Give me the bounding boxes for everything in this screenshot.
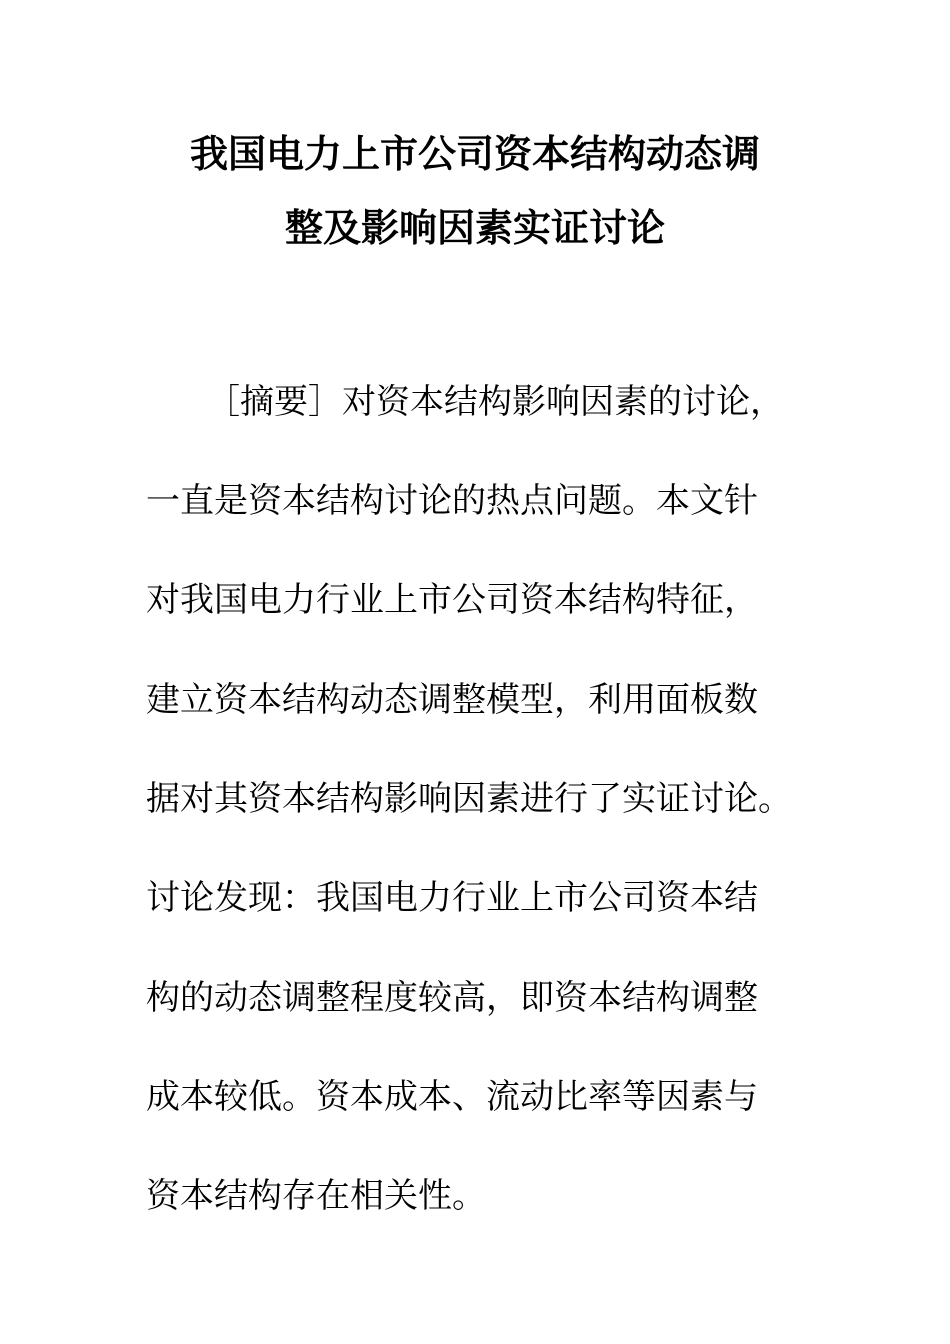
abstract-line-1: ［摘要］对资本结构影响因素的讨论， [206,382,784,422]
abstract-line-4: 建立资本结构动态调整模型，利用面板数 [146,680,758,720]
abstract-line-8: 成本较低。资本成本、流动比率等因素与 [146,1077,758,1117]
abstract-line-5: 据对其资本结构影响因素进行了实证讨论。 [146,779,792,819]
abstract-line-7: 构的动态调整程度较高，即资本结构调整 [146,978,758,1018]
abstract-line-6: 讨论发现：我国电力行业上市公司资本结 [146,878,758,918]
document-title-line-2: 整及影响因素实证讨论 [284,205,665,250]
abstract-line-9: 资本结构存在相关性。 [146,1176,486,1216]
document-title-line-1: 我国电力上市公司资本结构动态调 [189,131,760,176]
abstract-line-3: 对我国电力行业上市公司资本结构特征， [146,580,758,620]
abstract-line-2: 一直是资本结构讨论的热点问题。本文针 [146,481,758,521]
